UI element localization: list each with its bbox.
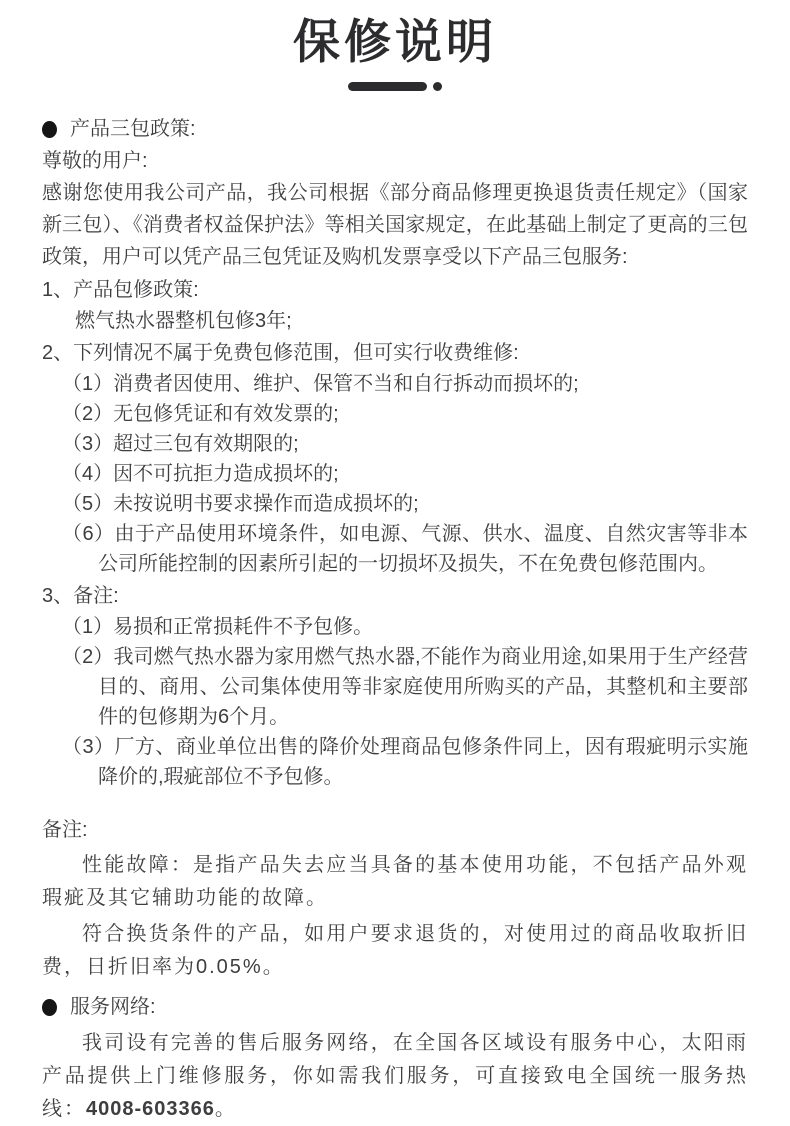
policy-item: （5）未按说明书要求操作而造成损坏的; [62,493,419,515]
policy-title-2 [42,337,748,369]
policy-item: （1）消费者因使用、维护、保管不当和自行拆动而损坏的; [62,373,579,395]
service-section [42,991,748,1126]
policy-item: （6）由于产品使用环境条件，如电源、气源、供水、温度、自然灾害等非本公司所能控制的因素所引起的一切损坏及损失，不在免费包修范围内。 [62,523,748,575]
policy-section-1 [42,274,748,336]
service-body-text: 我司设有完善的售后服务网络，在全国各区域设有服务中心，太阳雨产品提供上门维修服务，你如需我们服务，可直接致电全国统一服务热线： [42,1032,748,1120]
remarks-heading: 备注: [42,819,88,841]
three-pack-heading-label: 产品三包政策: [70,118,196,140]
service-heading [42,991,748,1023]
bullet-icon [42,121,57,138]
policy-item: 燃气热水器整机包修3年; [75,310,292,332]
remarks-paragraph: 性能故障：是指产品失去应当具备的基本使用功能，不包括产品外观瑕疵及其它辅助功能的故障。 [42,854,748,909]
remarks-section [42,814,748,984]
policy-title-text-2: 下列情况不属于免费包修范围，但可实行收费维修: [73,342,519,364]
service-suffix: 。 [214,1098,237,1120]
policy-item: （4）因不可抗拒力造成损坏的; [62,463,339,485]
policy-label-3: 3、 [42,585,74,607]
underline-dot-icon [433,82,442,91]
policy-section-2 [42,337,748,579]
policy-title-3 [42,580,748,612]
salutation: 尊敬的用户: [42,150,148,172]
service-heading-label: 服务网络: [70,996,156,1018]
policy-section-3 [42,580,748,792]
policy-title-1 [42,274,748,306]
policy-item: （3）超过三包有效期限的; [62,433,299,455]
policy-title-text-3: 备注: [73,585,119,607]
page-title: 保修说明 [293,15,497,68]
policy-title-text-1: 产品包修政策: [73,279,199,301]
title-underline [42,81,748,91]
three-pack-section [42,113,748,792]
policy-label-1: 1、 [42,279,74,301]
bullet-icon [42,999,57,1016]
policy-item: （3）厂方、商业单位出售的降价处理商品包修条件同上，因有瑕疵明示实施降价的,瑕疵部位不予包修。 [62,736,748,788]
policy-label-2: 2、 [42,342,74,364]
policy-item: （1）易损和正常损耗件不予包修。 [62,616,374,638]
underline-bar-icon [348,82,427,91]
three-pack-heading [42,113,748,145]
policy-item: （2）我司燃气热水器为家用燃气热水器,不能作为商业用途,如果用于生产经营目的、商用、公司集体使用等非家庭使用所购买的产品，其整机和主要部件的包修期为6个月。 [62,646,748,728]
intro-paragraph: 感谢您使用我公司产品，我公司根据《部分商品修理更换退货责任规定》（国家新三包）、《消费者权益保护法》等相关国家规定，在此基础上制定了更高的三包政策，用户可以凭产品三包凭证及购机发票享受以下产品三包服务: [42,182,748,268]
remarks-paragraph: 符合换货条件的产品，如用户要求退货的，对使用过的商品收取折旧费，日折旧率为0.05%。 [42,923,748,978]
service-hotline: 4008-603366 [86,1098,215,1120]
service-paragraph [42,1027,748,1126]
policy-item: （2）无包修凭证和有效发票的; [62,403,339,425]
